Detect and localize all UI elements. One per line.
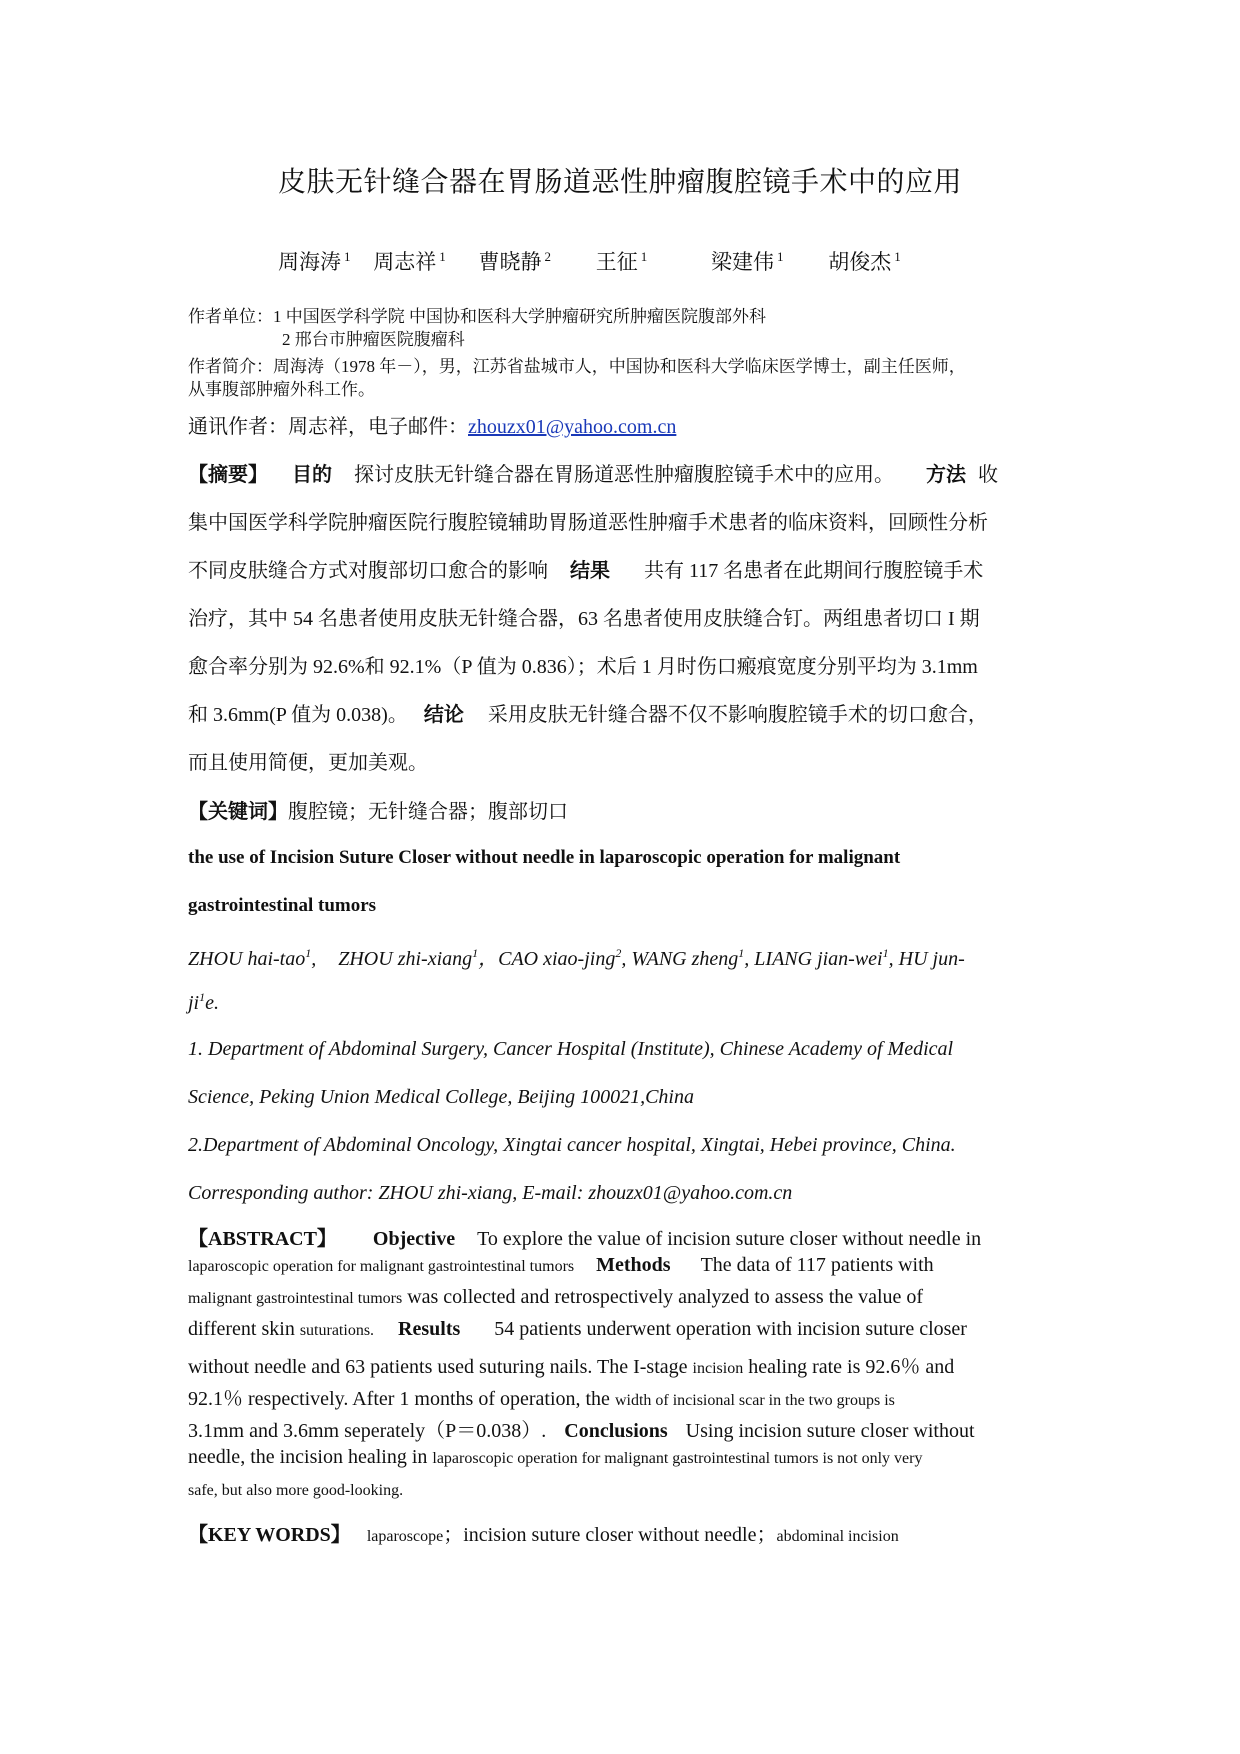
author: 王征 $^1$ <box>595 249 648 274</box>
english-corresponding-author: Corresponding author: ZHOU zhi-xiang, E-mail: zhouzx01@yahoo.com.cn <box>188 1182 793 1204</box>
author: 梁建伟 $^1$ <box>711 249 784 274</box>
author-bio-line-1: 作者简介：周海涛（1978 年－），男，江苏省盐城市人，中国协和医科大学临床医学博士，副主任医师， <box>188 357 966 376</box>
english-authors-line-1: ZHOU hai-tao$^1$, ZHOU zhi-xiang$^1$，CAO xiao-jing$^2$, WANG zheng$^1$, LIANG jian-wei$^1$, HU jun- <box>188 946 965 970</box>
abstract-en-line-2: laparoscopic operation for malignant gastrointestinal tumors Methods The data of 117 patients with <box>188 1254 934 1276</box>
abstract-en-line-1: 【ABSTRACT】 Objective To explore the value of incision suture closer without needle in <box>188 1228 982 1250</box>
paper-title: 皮肤无针缝合器在胃肠道恶性肿瘤腹腔镜手术中的应用 <box>277 167 962 198</box>
keywords-en: 【KEY WORDS】 laparoscope；incision suture closer without needle；abdominal incision <box>188 1524 899 1546</box>
affiliation-line-2: 2 邢台市肿瘤医院腹瘤科 <box>282 330 465 349</box>
affiliation-line-1: 作者单位：1 中国医学科学院 中国协和医科大学肿瘤研究所肿瘤医院腹部外科 <box>188 307 766 326</box>
abstract-en-line-5: without needle and 63 patients used suturing nails. The I-stage incision healing rate is 92.6％ and <box>188 1356 955 1378</box>
english-affiliation-line-3: 2.Department of Abdominal Oncology, Xingtai cancer hospital, Xingtai, Hebei province, China. <box>188 1134 956 1156</box>
english-title-line-2: gastrointestinal tumors <box>188 895 377 916</box>
abstract-en-line-7: 3.1mm and 3.6mm seperately（P＝0.038）. Conclusions Using incision suture closer without <box>188 1420 975 1442</box>
abstract-en-line-8: needle, the incision healing in laparoscopic operation for malignant gastrointestinal tumors is not only very <box>188 1446 923 1468</box>
author-bio-line-2: 从事腹部肿瘤外科工作。 <box>188 380 375 399</box>
abstract-cn-line-4: 治疗，其中 54 名患者使用皮肤无针缝合器，63 名患者使用皮肤缝合钉。两组患者切口 I 期 <box>188 608 980 630</box>
abstract-en-line-9: safe, but also more good-looking. <box>188 1482 404 1499</box>
english-authors-line-2: $ji^1e$. <box>188 990 220 1014</box>
abstract-en-line-3: malignant gastrointestinal tumors was collected and retrospectively analyzed to assess the value of <box>188 1286 924 1308</box>
corresponding-author: 通讯作者：周志祥，电子邮件：zhouzx01@yahoo.com.cn <box>188 416 677 438</box>
abstract-en-line-4: different skin suturations. Results 54 patients underwent operation with incision suture closer <box>188 1318 967 1340</box>
author-list <box>278 246 901 276</box>
abstract-cn-line-2: 集中国医学科学院肿瘤医院行腹腔镜辅助胃肠道恶性肿瘤手术患者的临床资料，回顾性分析 <box>188 512 988 534</box>
abstract-en-line-6: 92.1％ respectively. After 1 months of operation, the width of incisional scar in the two groups is <box>188 1388 895 1410</box>
english-title-line-1: the use of Incision Suture Closer without needle in laparoscopic operation for malignant <box>188 847 901 868</box>
english-affiliation-line-2: Science, Peking Union Medical College, Beijing 100021,China <box>188 1086 694 1108</box>
abstract-cn-line-6: 和 3.6mm(P 值为 0.038)。 结论 采用皮肤无针缝合器不仅不影响腹腔镜手术的切口愈合， <box>188 704 988 726</box>
abstract-cn-line-5: 愈合率分别为 92.6%和 92.1%（P 值为 0.836）；术后 1 月时伤口瘢痕宽度分别平均为 3.1mm <box>188 656 978 678</box>
author: 胡俊杰 $^1$ <box>828 249 901 274</box>
abstract-cn-line-3: 不同皮肤缝合方式对腹部切口愈合的影响 结果 共有 117 名患者在此期间行腹腔镜手术 <box>188 560 984 582</box>
author: 曹晓静 $^2$ <box>478 249 551 274</box>
author: 周海涛 $^1$ <box>278 249 351 274</box>
email-link[interactable]: zhouzx01@yahoo.com.cn <box>468 416 677 438</box>
abstract-cn-line-7: 而且使用简便，更加美观。 <box>188 752 428 774</box>
keywords-cn: 【关键词】腹腔镜；无针缝合器；腹部切口 <box>188 801 568 823</box>
abstract-cn-line-1: 【摘要】 目的 探讨皮肤无针缝合器在胃肠道恶性肿瘤腹腔镜手术中的应用。 方法 收 <box>188 464 998 486</box>
author: 周志祥 $^1$ <box>373 249 446 274</box>
english-affiliation-line-1: 1. Department of Abdominal Surgery, Cancer Hospital (Institute), Chinese Academy of Medical <box>188 1038 954 1060</box>
